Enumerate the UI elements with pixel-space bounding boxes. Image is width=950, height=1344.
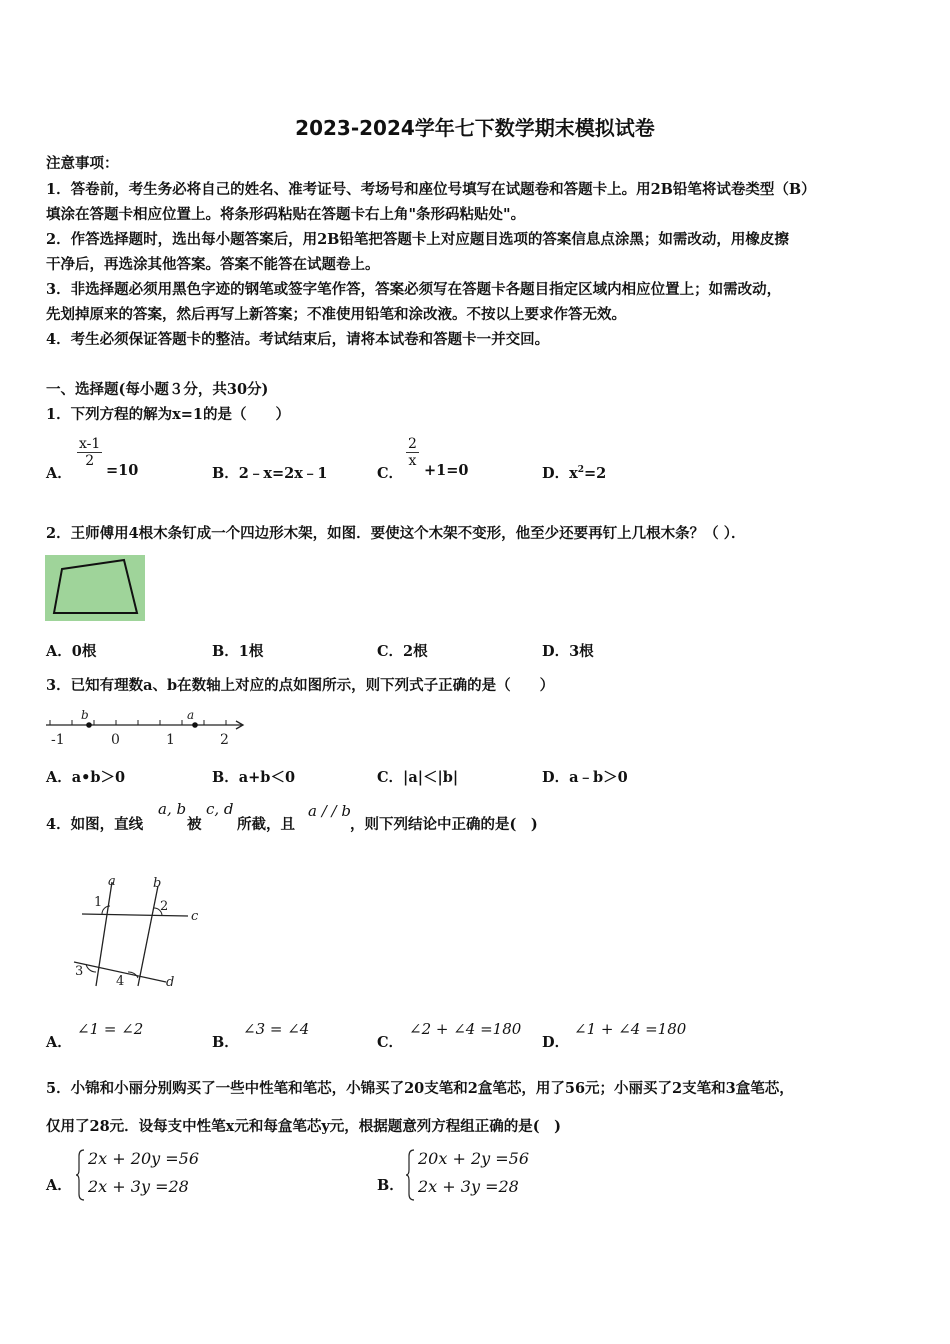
- q5-option-b-equation-1: 20x + 2y =56: [418, 1149, 530, 1168]
- q4-stem-part-4: ，则下列结论中正确的是( ): [350, 816, 538, 833]
- q4-lines-ab: a, b: [158, 800, 187, 818]
- line-b: [138, 886, 158, 986]
- brace-icon: [76, 1148, 86, 1202]
- fraction-denominator: 2: [77, 452, 102, 469]
- q1-option-c-fraction: [406, 436, 419, 469]
- point-a-label: a: [187, 708, 195, 722]
- tick-label: -1: [51, 732, 65, 748]
- angle-1-arc: [102, 906, 110, 914]
- q4-stem-part-3: 所截，且: [237, 816, 295, 833]
- fraction-numerator: x-1: [79, 436, 101, 452]
- q2-option-d: D．3根: [542, 643, 594, 660]
- number-line-figure: [42, 705, 252, 750]
- fig-label-c: c: [191, 909, 199, 924]
- q5-option-a-equation-1: 2x + 20y =56: [88, 1149, 200, 1168]
- q4-lines-cd: c, d: [206, 800, 234, 818]
- question-1-stem: 1．下列方程的解为x=1的是（ ）: [46, 406, 290, 423]
- q1-option-c-rest: +1=0: [424, 462, 469, 479]
- question-3-stem: 3．已知有理数a、b在数轴上对应的点如图所示，则下列式子正确的是（ ）: [46, 677, 555, 694]
- notice-line: 2．作答选择题时，选出每小题答案后，用2B铅笔把答题卡上对应题目选项的答案信息点涂黑；如需改动，用橡皮擦: [46, 231, 789, 248]
- q4-option-c-label: C．: [377, 1034, 404, 1051]
- q3-option-d: D．a﹣b＞0: [542, 769, 628, 786]
- q1-option-b: B．2﹣x=2x﹣1: [212, 465, 328, 482]
- q3-option-a: A．a•b＞0: [46, 769, 126, 786]
- point-b-dot: [86, 722, 92, 728]
- q2-option-c: C．2根: [377, 643, 428, 660]
- notice-heading: 注意事项：: [46, 155, 119, 172]
- fraction-numerator: 2: [408, 436, 417, 452]
- q3-option-c: C．|a|＜|b|: [377, 769, 459, 786]
- q3-option-b: B．a+b＜0: [212, 769, 296, 786]
- q4-stem-part-1: 4．如图，直线: [46, 816, 144, 833]
- fig-label-angle-2: 2: [160, 899, 169, 914]
- fig-label-b: b: [153, 876, 162, 891]
- q4-option-d-expr: ∠1 + ∠4 =180: [574, 1020, 687, 1038]
- line-c: [82, 914, 188, 916]
- q4-option-a-label: A．: [46, 1034, 72, 1051]
- fig-label-angle-1: 1: [94, 895, 103, 910]
- q1-option-a-fraction: [77, 436, 102, 469]
- q5-option-a-equation-2: 2x + 3y =28: [88, 1177, 189, 1196]
- q4-stem-part-2: 被: [187, 816, 202, 833]
- point-b-label: b: [81, 708, 89, 722]
- tick-label: 0: [111, 732, 120, 748]
- question-5-stem-continued: 仅用了28元．设每支中性笔x元和每盒笔芯y元，根据题意列方程组正确的是( ): [46, 1118, 561, 1135]
- brace-icon: [406, 1148, 416, 1202]
- q4-option-a-expr: ∠1 = ∠2: [77, 1020, 144, 1038]
- q2-option-b: B．1根: [212, 643, 264, 660]
- brace-path: [406, 1150, 414, 1200]
- tick-label: 1: [166, 732, 175, 748]
- notice-line: 3．非选择题必须用黑色字迹的钢笔或签字笔作答，答案必须写在答题卡各题目指定区域内相应位置上；如需改动，: [46, 281, 782, 298]
- q4-option-c-expr: ∠2 + ∠4 =180: [409, 1020, 522, 1038]
- exponent: 2: [577, 465, 584, 476]
- q4-option-b-expr: ∠3 = ∠4: [243, 1020, 310, 1038]
- q1-option-d-rest: =2: [584, 465, 607, 482]
- quadrilateral-frame-figure: [45, 555, 145, 621]
- fig-label-d: d: [166, 975, 175, 990]
- q1-option-d-label: D．x: [542, 465, 578, 482]
- notice-line: 4．考生必须保证答题卡的整洁。考试结束后，请将本试卷和答题卡一并交回。: [46, 331, 550, 348]
- q1-option-c-label: C．: [377, 465, 404, 482]
- page-title: 2023-2024学年七下数学期末模拟试卷: [295, 116, 655, 140]
- q5-option-a-label: A．: [46, 1177, 72, 1194]
- fraction-denominator: x: [406, 452, 419, 469]
- fig-label-angle-4: 4: [116, 974, 125, 989]
- notice-line: 先划掉原来的答案，然后再写上新答案；不准使用铅笔和涂改液。不按以上要求作答无效。: [46, 306, 626, 323]
- notice-line: 填涂在答题卡相应位置上。将条形码粘贴在答题卡右上角"条形码粘贴处"。: [46, 206, 526, 223]
- section-heading: 一、选择题(每小题３分，共30分): [46, 381, 269, 398]
- q1-option-a-rest: =10: [106, 462, 139, 479]
- q1-option-d: [542, 462, 606, 483]
- q4-option-b-label: B．: [212, 1034, 239, 1051]
- point-a-dot: [192, 722, 198, 728]
- question-2-stem: 2．王师傅用4根木条钉成一个四边形木架，如图．要使这个木架不变形，他至少还要再钉上几根木条？（ ）．: [46, 525, 746, 542]
- question-5-stem: 5．小锦和小丽分别购买了一些中性笔和笔芯，小锦买了20支笔和2盒笔芯，用了56元；小丽买了2支笔和3盒笔芯，: [46, 1080, 794, 1097]
- notice-line: 1．答卷前，考生务必将自己的姓名、准考证号、考场号和座位号填写在试题卷和答题卡上。用2B铅笔将试卷类型（B）: [46, 181, 816, 198]
- tick-label: 2: [220, 732, 229, 748]
- fig-label-angle-3: 3: [75, 964, 84, 979]
- fig-label-a: a: [108, 874, 116, 889]
- q4-option-d-label: D．: [542, 1034, 570, 1051]
- q5-option-b-equation-2: 2x + 3y =28: [418, 1177, 519, 1196]
- notice-line: 干净后，再选涂其他答案。答案不能答在试题卷上。: [46, 256, 380, 273]
- q2-option-a: A．0根: [46, 643, 97, 660]
- parallel-lines-figure: [70, 872, 210, 992]
- q1-option-a-label: A．: [46, 465, 72, 482]
- brace-path: [76, 1150, 84, 1200]
- q4-parallel-relation: a / / b: [308, 802, 351, 820]
- q5-option-b-label: B．: [377, 1177, 404, 1194]
